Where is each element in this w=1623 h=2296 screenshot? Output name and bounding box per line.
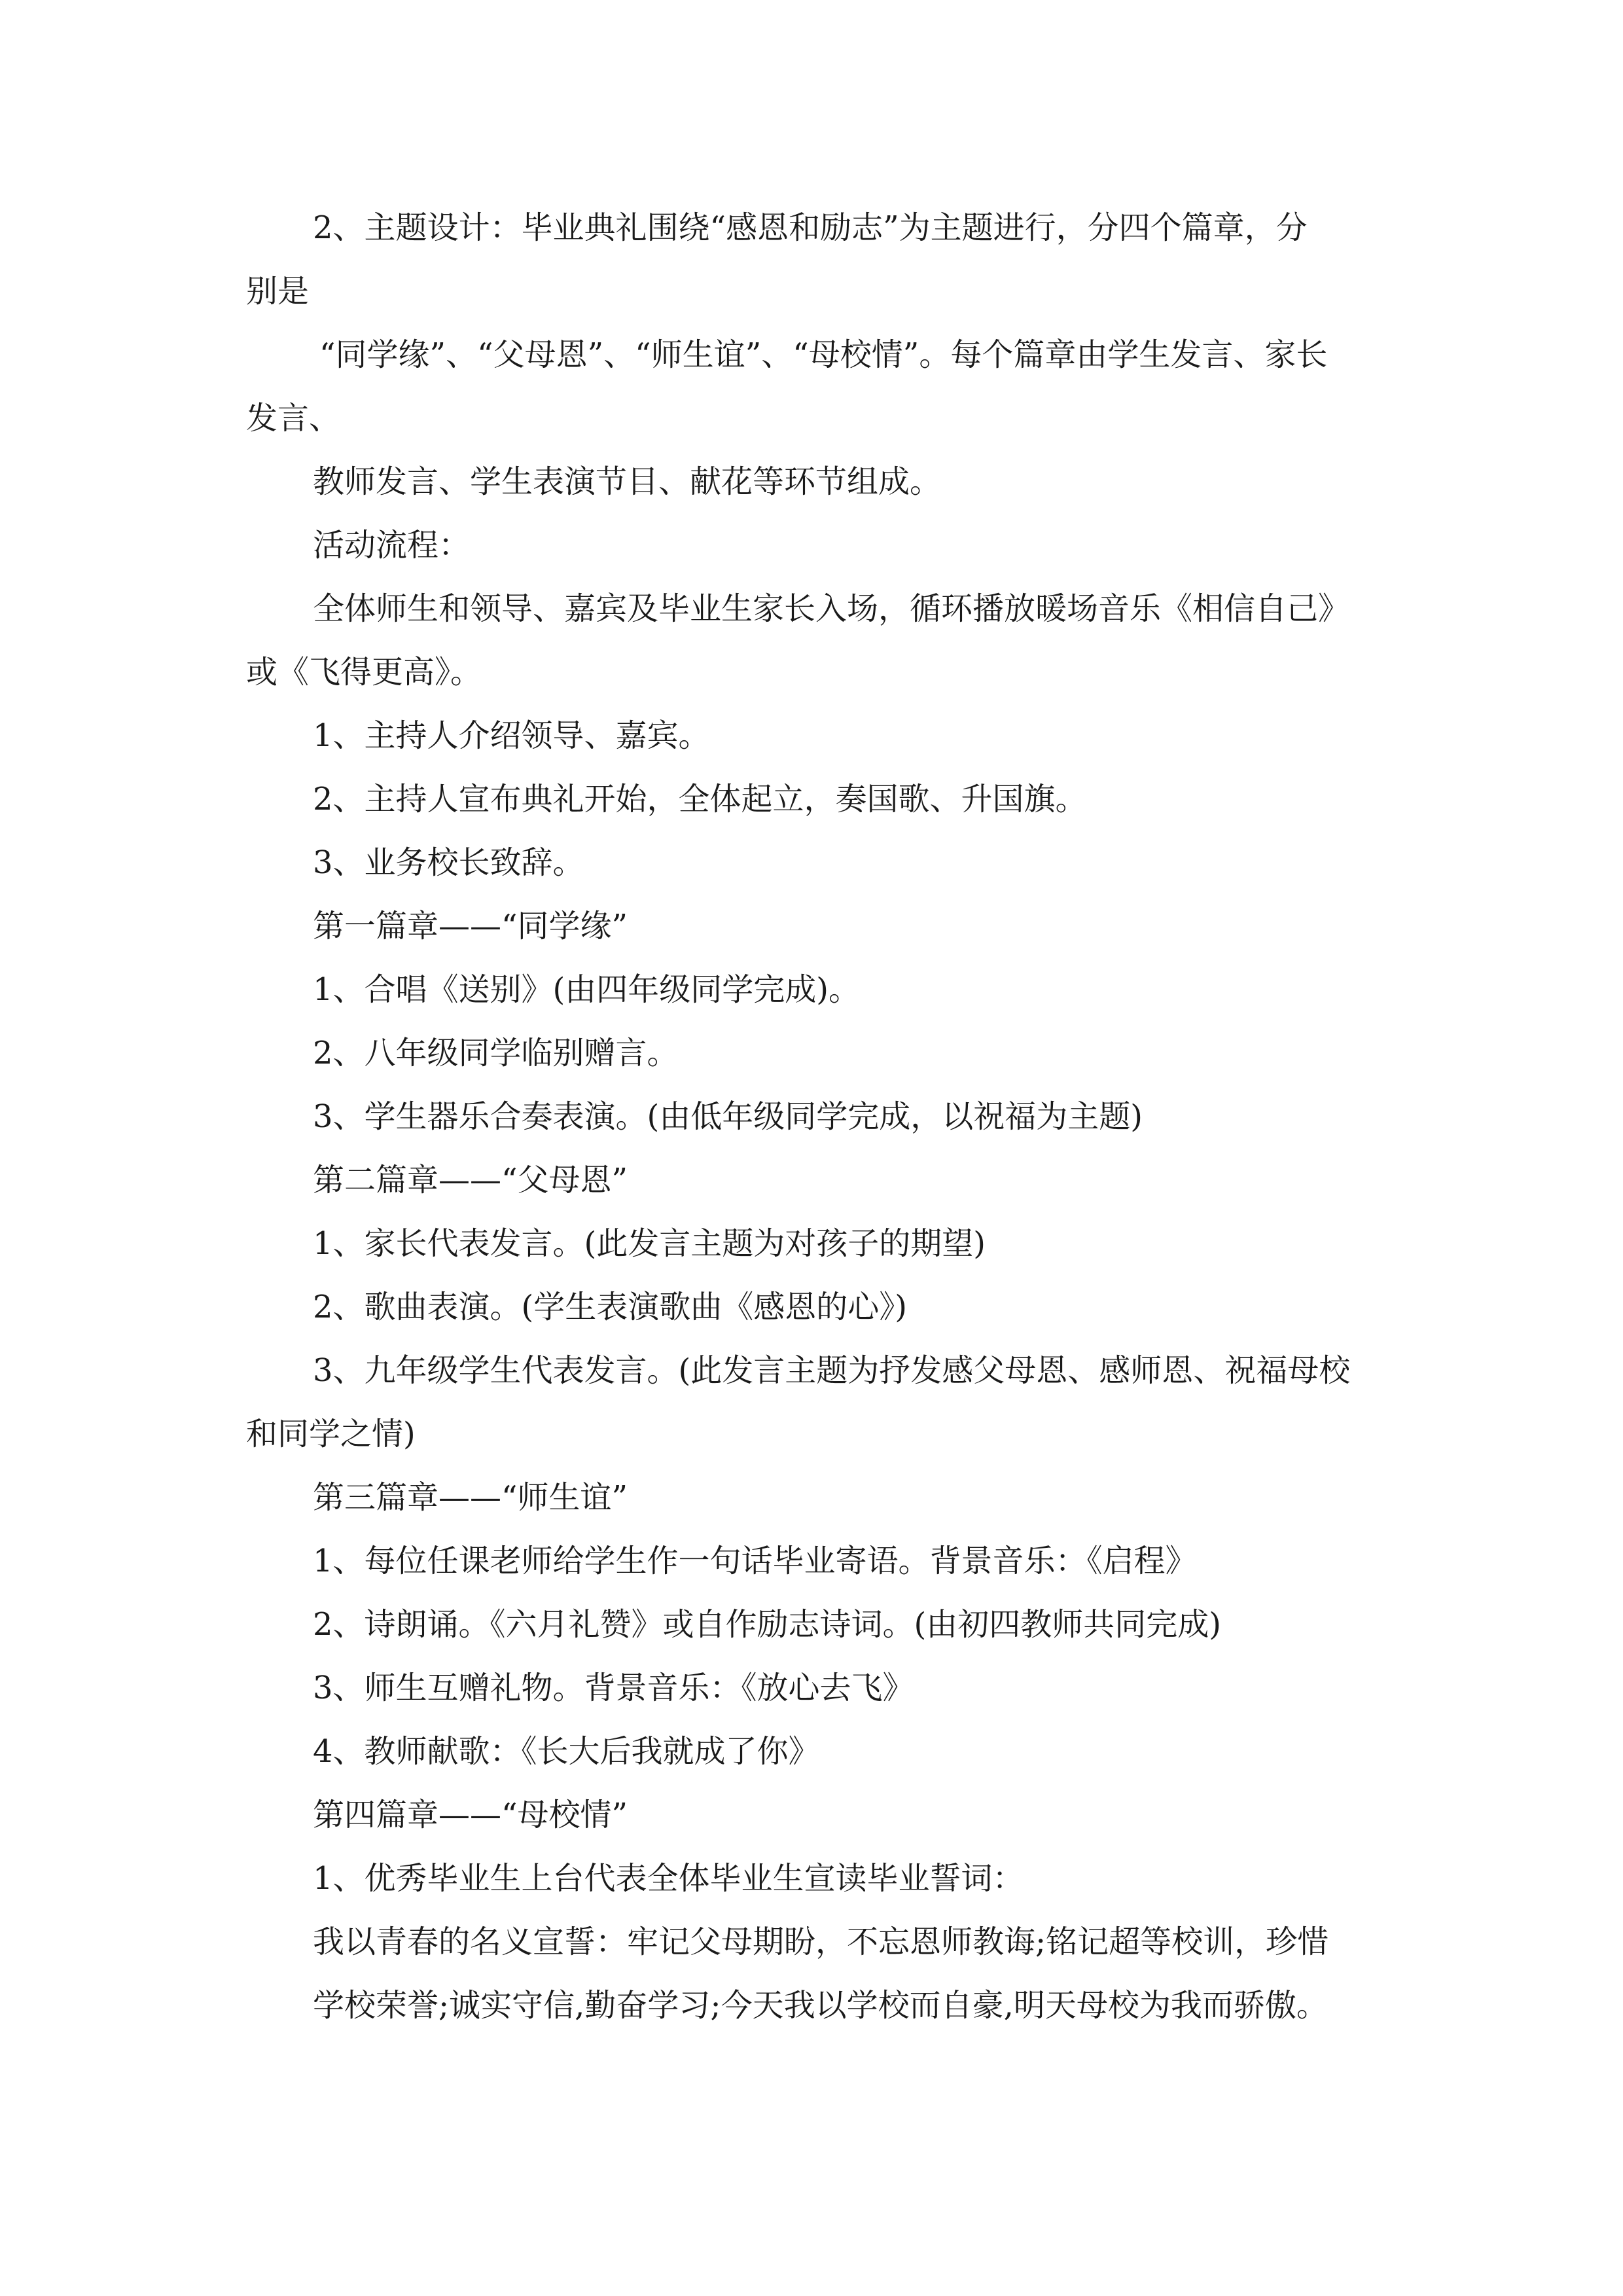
text-line: 3、九年级学生代表发言。(此发言主题为抒发感父母恩、感师恩、祝福母校 xyxy=(313,1352,1351,1389)
text-line: 我以青春的名义宣誓：牢记父母期盼，不忘恩师教诲;铭记超等校训，珍惜 xyxy=(313,1924,1329,1960)
text-line: 第一篇章——“同学缘” xyxy=(313,908,628,944)
text-line: 学校荣誉;诚实守信,勤奋学习;今天我以学校而自豪,明天母校为我而骄傲。 xyxy=(313,1987,1328,2024)
text-line: 1、家长代表发言。(此发言主题为对孩子的期望) xyxy=(313,1225,986,1262)
document-body xyxy=(246,196,1398,2037)
text-line: 2、主题设计：毕业典礼围绕“感恩和励志”为主题进行，分四个篇章，分 xyxy=(313,209,1308,246)
text-line: 第二篇章——“父母恩” xyxy=(313,1162,628,1198)
text-line: 和同学之情) xyxy=(246,1416,416,1452)
text-line: 发言、 xyxy=(246,400,341,437)
text-line: 1、优秀毕业生上台代表全体毕业生宣读毕业誓词： xyxy=(313,1860,1024,1897)
text-line: 2、诗朗诵。《六月礼赞》或自作励志诗词。(由初四教师共同完成) xyxy=(313,1606,1221,1643)
text-line: 1、每位任课老师给学生作一句话毕业寄语。背景音乐：《启程》 xyxy=(313,1543,1197,1579)
text-line: 3、业务校长致辞。 xyxy=(313,844,584,881)
text-line: 1、合唱《送别》(由四年级同学完成)。 xyxy=(313,971,860,1008)
text-line: 3、学生器乐合奏表演。(由低年级同学完成，以祝福为主题) xyxy=(313,1098,1143,1135)
text-line: 4、教师献歌：《长大后我就成了你》 xyxy=(313,1733,820,1770)
text-line: 全体师生和领导、嘉宾及毕业生家长入场，循环播放暖场音乐《相信自己》 xyxy=(313,590,1350,627)
text-line: 1、主持人介绍领导、嘉宾。 xyxy=(313,717,710,754)
text-line: 教师发言、学生表演节目、献花等环节组成。 xyxy=(313,463,942,500)
text-line: 2、主持人宣布典礼开始，全体起立，奏国歌、升国旗。 xyxy=(313,781,1087,817)
text-line: 3、师生互赠礼物。背景音乐：《放心去飞》 xyxy=(313,1670,914,1706)
text-line: 第四篇章——“母校情” xyxy=(313,1797,628,1833)
text-line: “同学缘”、“父母恩”、“师生谊”、“母校情”。每个篇章由学生发言、家长 xyxy=(319,336,1328,373)
text-line: 2、歌曲表演。(学生表演歌曲《感恩的心》) xyxy=(313,1289,907,1325)
text-line: 或《飞得更高》。 xyxy=(246,654,482,691)
text-line: 2、八年级同学临别赠言。 xyxy=(313,1035,679,1071)
text-line: 第三篇章——“师生谊” xyxy=(313,1479,628,1516)
text-line: 活动流程： xyxy=(313,527,471,564)
text-line: 别是 xyxy=(246,273,310,310)
